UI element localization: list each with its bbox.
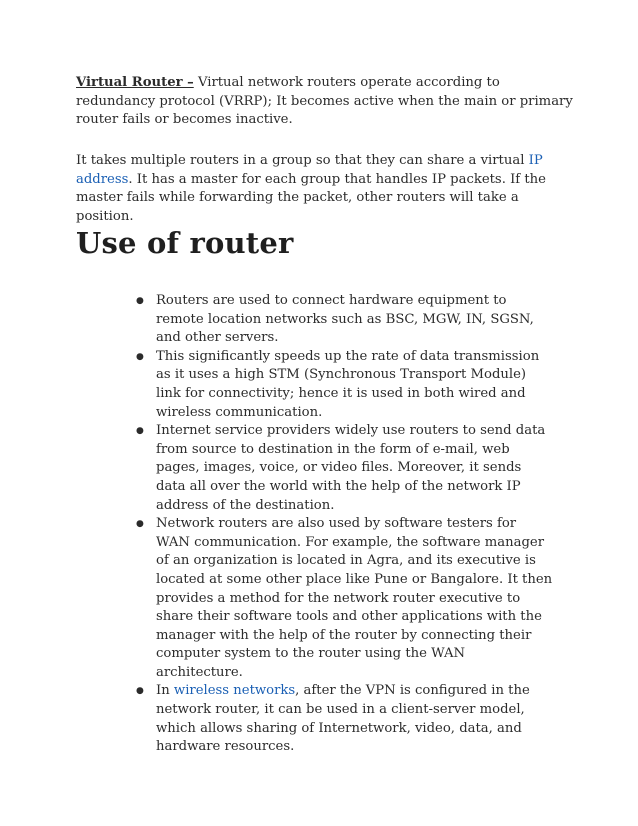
section-heading: Use of router [76,226,294,260]
list-item: ● This significantly speeds up the rate of data transmission as it uses a high STM (Synchronous Transport Module) link for connectivity; hence it is used in both wired and wireless communication. [156,348,554,422]
ip-address-link[interactable]: IP address [76,153,543,187]
group-routers-text-end: . It has a master for each group that handles IP packets. If the master fails while forwarding the packet, other routers will take a position. [76,171,546,224]
group-routers-text-start: It takes multiple routers in a group so that they can share a virtual [76,153,529,168]
wireless-text-end: , after the VPN is configured in the network router, it can be used in a client-server model, which allows sharing of Internetwork, video, data, and hardware resources. [156,683,530,755]
list-item [156,682,554,756]
list-item: ● Internet service providers widely use routers to send data from source to destination in the form of e-mail, web pages, images, voice, or video files. Moreover, it sends data all over the world with the help of the network IP address of the destination. [156,422,554,515]
uses-bullet-list [156,292,554,757]
wireless-networks-link[interactable]: wireless networks [173,683,296,699]
group-routers-paragraph [76,152,576,226]
virtual-router-term: Virtual Router – [76,75,194,90]
virtual-router-description: Virtual network routers operate according to redundancy protocol (VRRP); It becomes active when the main or primary router fails or becomes inactive. [76,75,573,128]
list-item: ● Routers are used to connect hardware equipment to remote location networks such as BSC, MGW, IN, SGSN, and other servers. [156,292,554,348]
virtual-router-paragraph [76,74,576,130]
list-item: ● Network routers are also used by software testers for WAN communication. For example, the software manager of an organization is located in Agra, and its executive is located at some other place like Pune or Bangalore. It then provides a method for the network router executive to share their software tools and other applications with the manager with the help of the router by connecting their computer system to the router using the WAN architecture. [156,515,554,682]
wireless-text-start: In [156,683,174,699]
